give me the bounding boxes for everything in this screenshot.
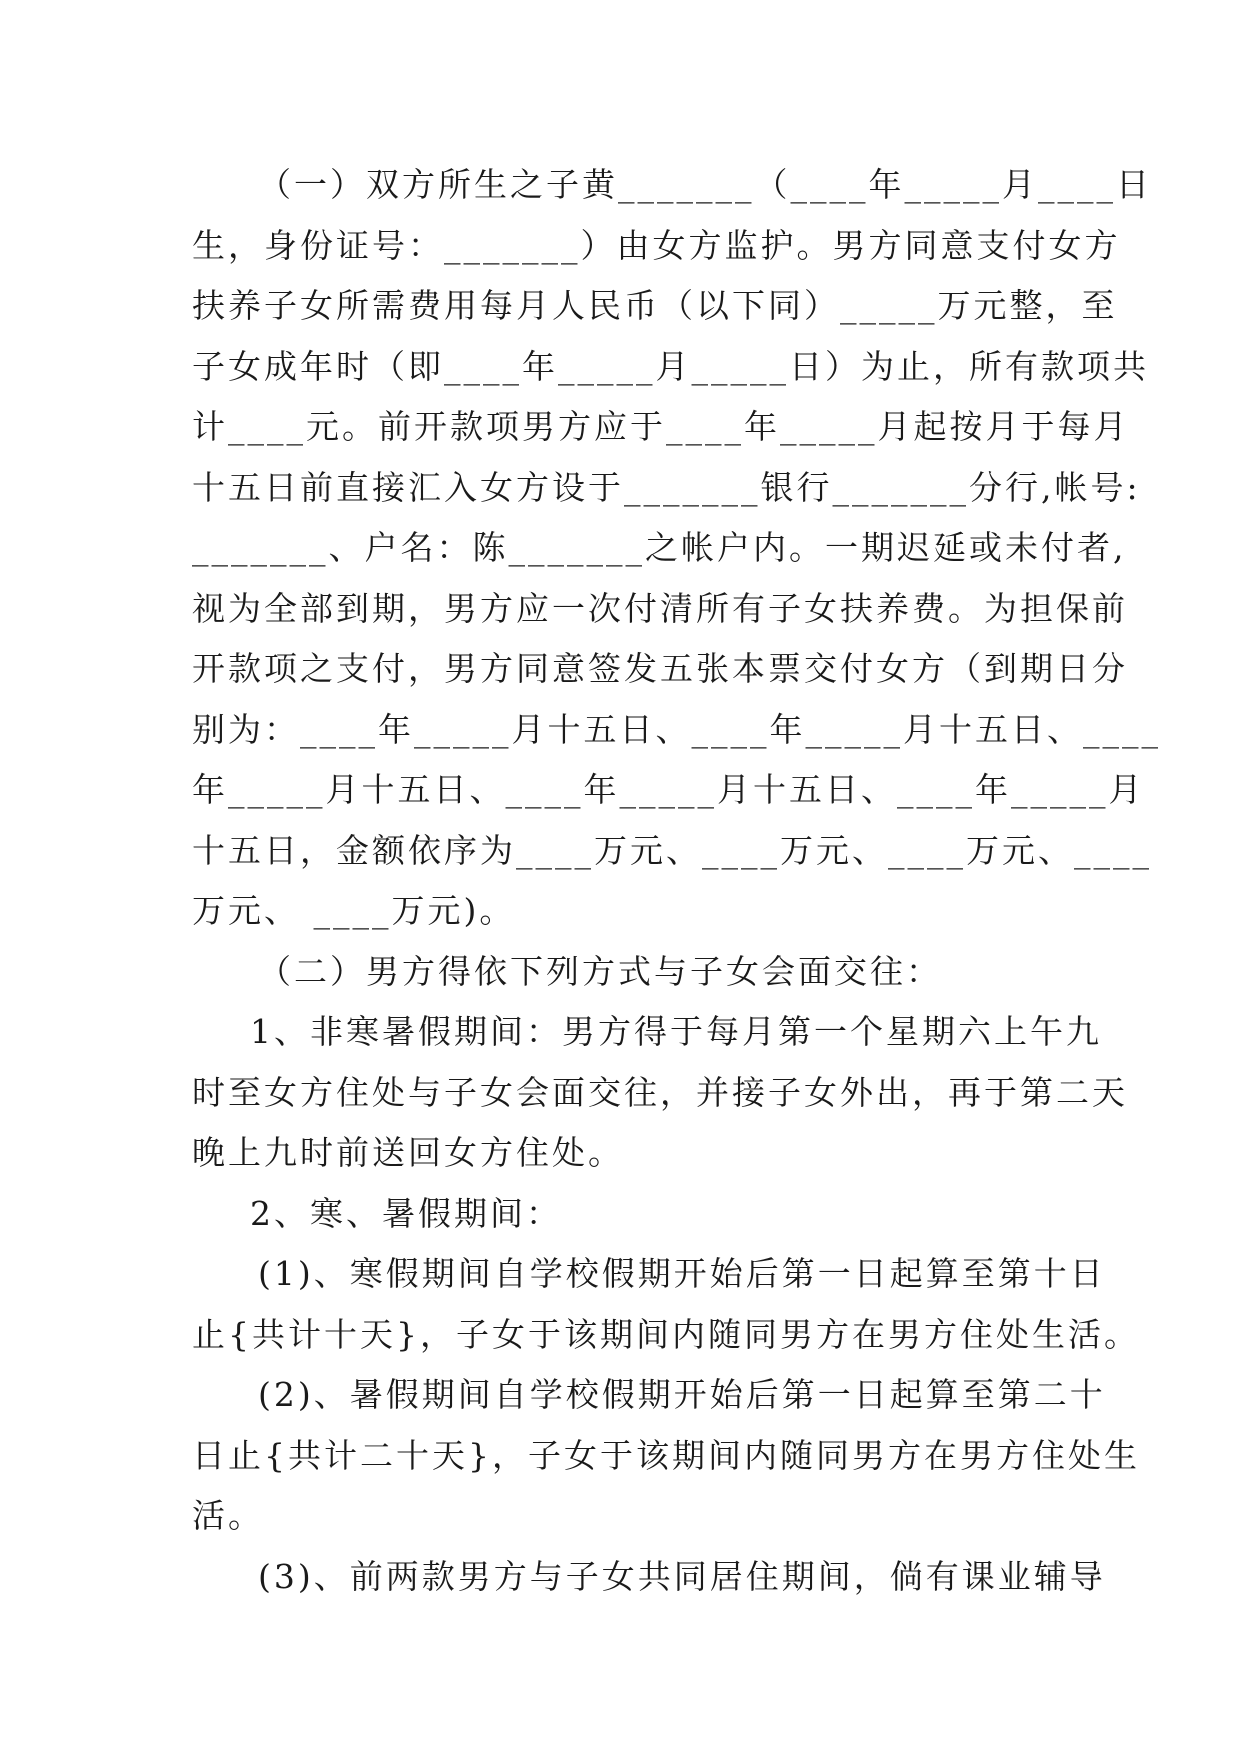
paragraph-1-line-11: 年_____月十五日、____年_____月十五日、____年_____月 xyxy=(192,770,1145,809)
paragraph-1-line-6: 十五日前直接汇入女方设于_______银行_______分行,帐号: xyxy=(192,467,1141,507)
paragraph-1-line-4: 子女成年时（即____年_____月_____日）为止，所有款项共 xyxy=(192,346,1149,386)
subitem-2-line-2: 日止{共计二十天}，子女于该期间内随同男方在男方住处生 xyxy=(192,1435,1140,1475)
paragraph-1-line-10: 别为：____年_____月十五日、____年_____月十五日、____ xyxy=(192,709,1161,749)
item-1-line-1: 1、非寒暑假期间：男方得于每月第一个星期六上午九 xyxy=(250,1012,1102,1051)
section-2-heading: （二）男方得依下列方式与子女会面交往： xyxy=(258,951,942,991)
subitem-1-line-1: (1)、寒假期间自学校假期开始后第一日起算至第十日 xyxy=(258,1254,1106,1293)
item-2-heading: 2、寒、暑假期间： xyxy=(250,1193,562,1233)
subitem-1-line-2: 止{共计十天}，子女于该期间内随同男方在男方住处生活。 xyxy=(192,1314,1140,1354)
paragraph-1-line-3: 扶养子女所需费用每月人民币（以下同）_____万元整，至 xyxy=(192,286,1118,325)
paragraph-1-line-13: 万元、 ____万元)。 xyxy=(192,891,516,930)
paragraph-1-line-7: _______、户名：陈_______之帐户内。一期迟延或未付者, xyxy=(192,528,1127,567)
paragraph-1-line-1: （一）双方所生之子黄_______（____年_____月____日 xyxy=(258,165,1152,204)
paragraph-1-line-8: 视为全部到期，男方应一次付清所有子女扶养费。为担保前 xyxy=(192,588,1128,628)
paragraph-1-line-5: 计____元。前开款项男方应于____年_____月起按月于每月 xyxy=(192,407,1130,446)
item-1-line-2: 时至女方住处与子女会面交往，并接子女外出，再于第二天 xyxy=(192,1072,1128,1112)
paragraph-1-line-2: 生，身份证号：_______）由女方监护。男方同意支付女方 xyxy=(192,225,1121,265)
subitem-3-line-1: (3)、前两款男方与子女共同居住期间，倘有课业辅导 xyxy=(258,1556,1106,1596)
subitem-2-line-1: (2)、暑假期间自学校假期开始后第一日起算至第二十 xyxy=(258,1375,1106,1414)
paragraph-1-line-12: 十五日，金额依序为____万元、____万元、____万元、____ xyxy=(192,830,1152,870)
item-1-line-3: 晚上九时前送回女方住处。 xyxy=(192,1133,624,1172)
document-body xyxy=(192,155,1161,1607)
paragraph-1-line-9: 开款项之支付，男方同意签发五张本票交付女方（到期日分 xyxy=(192,649,1128,688)
subitem-2-line-3: 活。 xyxy=(192,1496,264,1535)
